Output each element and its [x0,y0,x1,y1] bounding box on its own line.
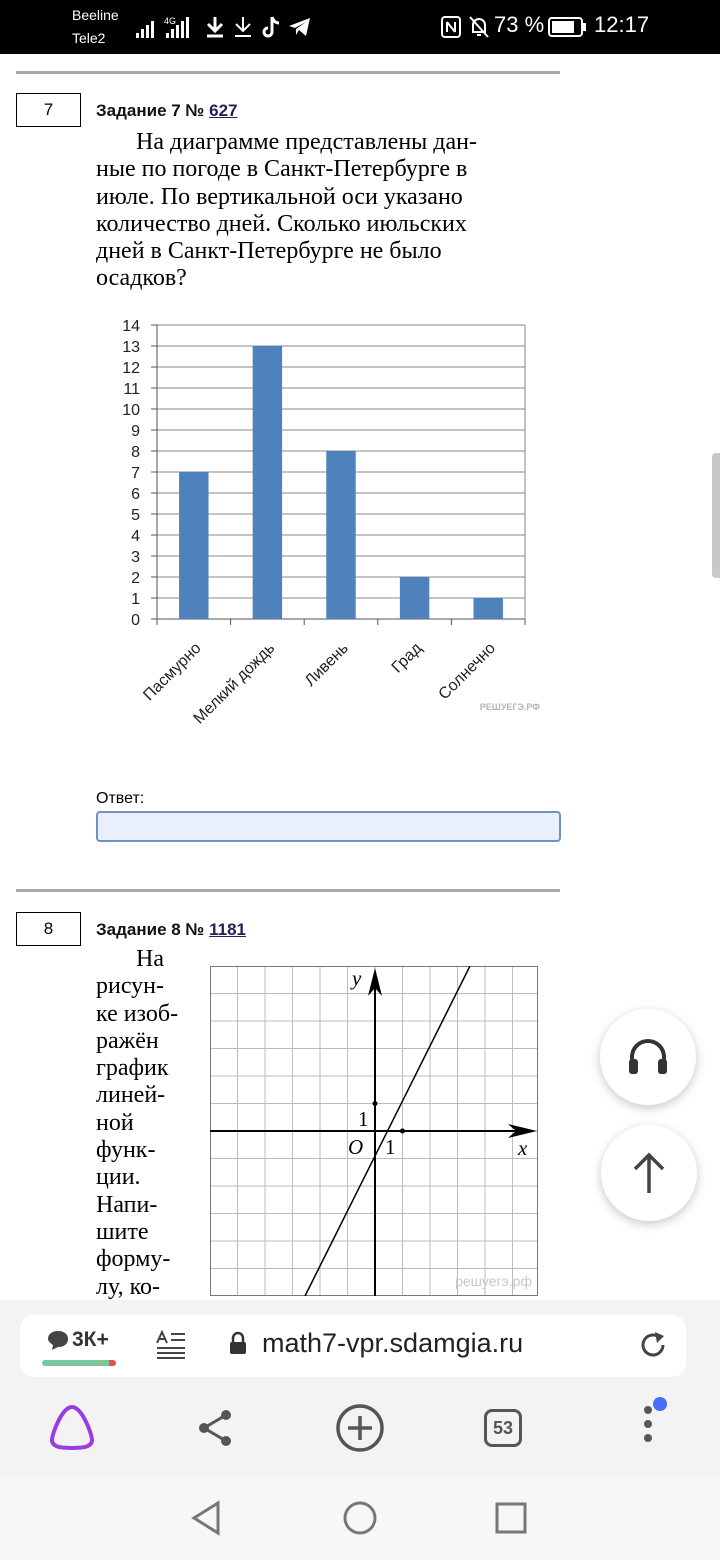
statement-line: На [136,946,164,972]
battery-icon [548,14,588,40]
carrier-secondary: Tele2 [72,30,106,46]
network-type: 4G [164,16,177,26]
x-tick-label: Мелкий дождь [190,639,279,728]
home-icon[interactable] [342,1500,378,1536]
y-tick-label: 4 [131,528,140,545]
share-icon[interactable] [196,1408,234,1448]
y-tick-label: 7 [131,465,140,482]
task-title-prefix: Задание 8 № [96,920,210,939]
chart-bar [473,598,502,619]
task-number-box: 7 [16,93,81,127]
comments-icon [46,1329,70,1351]
chart-bar [326,451,355,619]
notification-dot [653,1397,667,1411]
clock: 12:17 [594,12,650,37]
unit-point-y [373,1101,378,1106]
graph-watermark: решуегэ.рф [455,1273,532,1289]
arrow-up-icon [631,1151,667,1195]
y-tick-label: 0 [131,612,140,629]
linear-function-graph [210,966,538,1296]
statement-line: шите [96,1218,149,1245]
statement-line: июле. По вертикальной оси указано [96,183,463,210]
signal-icon [136,14,196,40]
download-icon [232,14,254,40]
task-title [96,101,237,121]
back-icon[interactable] [190,1500,222,1536]
chart-bar [400,577,429,619]
x-tick-label: Пасмурно [140,639,205,705]
y-tick-label: 6 [131,486,140,503]
statement-line: ные по погоде в Санкт-Петербурге в [96,156,468,183]
y-tick-label: 9 [131,423,140,440]
statement-line: линей- [96,1082,166,1109]
unit-point-x [400,1129,405,1134]
mute-bell-icon [468,14,490,40]
statement-line: количество дней. Сколько июльских [96,210,467,237]
headphones-icon [626,1037,670,1077]
carrier-primary: Beeline [72,7,119,23]
y-tick-label: 11 [123,381,140,398]
y-tick-label: 12 [122,360,140,377]
statement-line: ражён [96,1027,159,1054]
y-tick-label: 10 [122,402,140,419]
listen-button[interactable] [600,1009,696,1105]
battery-level: 73 % [494,12,545,37]
task-title [96,920,246,940]
x-axis-label: x [518,1136,528,1160]
chart-bar [179,472,208,619]
unit-y-label: 1 [358,1107,369,1131]
new-tab-icon[interactable] [334,1402,386,1454]
lock-icon [229,1331,247,1355]
answer-input[interactable] [96,811,561,842]
task-divider [16,889,560,892]
url-text[interactable]: math7-vpr.sdamgia.ru [262,1328,524,1358]
statement-line: дней в Санкт-Петербурге не было [96,238,442,265]
task-number-box: 8 [16,912,81,946]
x-tick-label: Град [388,639,426,677]
status-bar [0,0,720,54]
y-axis-label: y [352,966,362,990]
reader-mode-icon[interactable] [156,1330,186,1360]
scroll-to-top-button[interactable] [601,1125,697,1221]
task-statement [96,946,196,1301]
recents-icon[interactable] [495,1502,527,1534]
x-tick-label: Ливень [301,639,352,690]
reload-icon[interactable] [639,1330,669,1360]
chart-watermark: РЕШУЕГЭ.РФ [479,702,540,712]
y-tick-label: 5 [131,507,140,524]
tabs-count-button[interactable]: 53 [484,1409,522,1447]
statement-line: график [96,1055,169,1082]
statement-line: ции. [96,1164,141,1191]
statement-line: лу, ко- [96,1273,161,1300]
scrollbar-thumb[interactable] [712,453,720,578]
y-tick-label: 8 [131,444,140,461]
statement-line: ке изоб- [96,1000,179,1027]
menu-icon[interactable] [636,1396,670,1448]
answer-label: Ответ: [96,790,145,807]
x-tick-label: Солнечно [435,639,500,704]
y-tick-label: 2 [131,570,140,587]
task-id-link[interactable]: 627 [209,101,238,120]
statement-line: функ- [96,1137,156,1164]
nfc-icon [440,14,462,40]
weather-bar-chart [100,310,550,750]
counter-progress [42,1360,116,1366]
telegram-icon [288,14,312,40]
task-id-link[interactable]: 1181 [209,920,246,939]
statement-line: Напи- [96,1191,158,1218]
task-statement [96,129,546,293]
y-tick-label: 13 [122,339,140,356]
statement-line: осадков? [96,265,187,292]
unit-x-label: 1 [385,1135,396,1159]
chart-bar [253,346,282,619]
y-tick-label: 14 [122,318,140,335]
statement-line: рисун- [96,973,165,1000]
y-tick-label: 3 [131,549,140,566]
download-icon [204,14,226,40]
y-tick-label: 1 [131,591,140,608]
statement-line: На диаграмме представлены дан- [136,129,478,155]
alice-assistant-icon[interactable] [48,1404,96,1450]
statement-line: ной [96,1109,134,1136]
task-title-prefix: Задание 7 № [96,101,210,120]
comments-counter[interactable]: 3К+ [72,1328,109,1351]
origin-label: O [348,1135,364,1159]
statement-line: форму- [96,1246,171,1273]
tiktok-icon [262,14,282,40]
task-divider [16,71,560,74]
